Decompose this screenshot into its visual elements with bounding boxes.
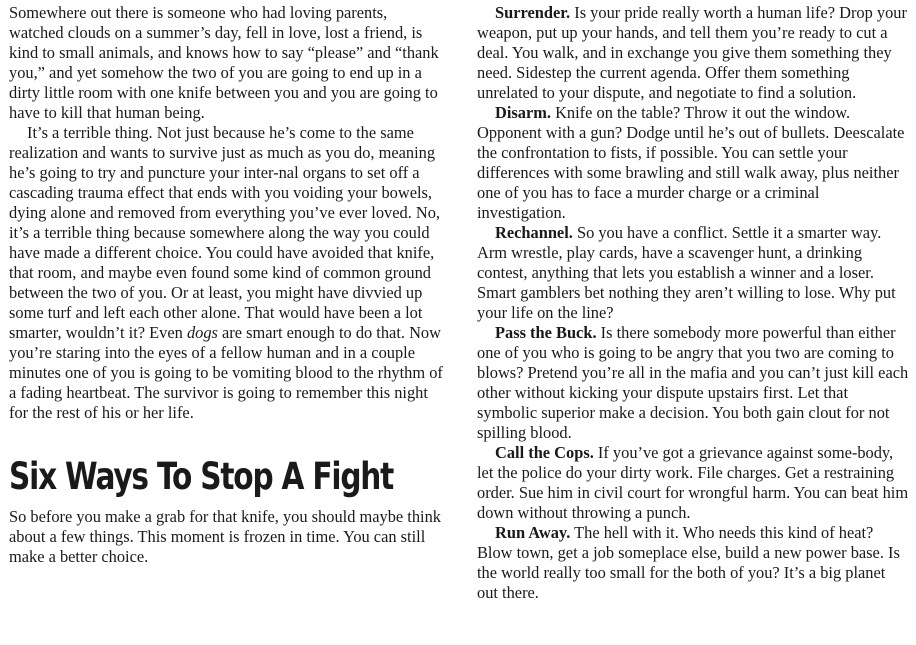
section-heading: Six Ways To Stop A Fight	[9, 455, 394, 498]
item-text: Knife on the table? Throw it out the window. Opponent with a gun? Dodge until he’s out of bullets. Deescalate the confrontation to fists, if possible. You can settle your differences with some brawling and still walk away, plus neither one of you has to face a murder charge or a criminal investigation.	[477, 103, 905, 222]
item-surrender	[477, 3, 909, 103]
paragraph-text-after: are smart enough to do that. Now you’re staring into the eyes of a fellow human and in a couple minutes one of you is going to be vomiting blood to the rhythm of a fading heartbeat. The survivor is going to remember this night for the rest of his or her life.	[9, 323, 443, 422]
item-lead: Surrender.	[495, 3, 571, 22]
section-intro-paragraph: So before you make a grab for that knife, you should maybe think about a few things. This moment is frozen in time. You can still make a better choice.	[9, 507, 441, 566]
item-text: So you have a conflict. Settle it a smarter way. Arm wrestle, play cards, have a scavenger hunt, a drinking contest, anything that lets you establish a winner and a loser. Smart gamblers bet nothing they aren’t willing to lose. Why put your life on the line?	[477, 223, 896, 322]
item-text: Is your pride really worth a human life? Drop your weapon, put up your hands, and tell them you’re ready to cut a deal. You walk, and in exchange you give them something they need. Sidestep the current agenda. Offer them something unrelated to your dispute, and negotiate to find a solution.	[477, 3, 907, 102]
left-column	[9, 3, 445, 567]
item-pass-the-buck	[477, 323, 909, 443]
item-call-the-cops	[477, 443, 909, 523]
item-run-away	[477, 523, 909, 603]
emphasis-dogs: dogs	[186, 323, 218, 342]
item-text: The hell with it. Who needs this kind of heat? Blow town, get a job someplace else, build a new power base. Is the world really too small for the both of you? It’s a big planet out there.	[477, 523, 900, 602]
terrible-thing-paragraph	[9, 123, 445, 423]
item-lead: Run Away.	[495, 523, 571, 542]
item-lead: Pass the Buck.	[495, 323, 597, 342]
item-disarm	[477, 103, 909, 223]
item-rechannel	[477, 223, 909, 323]
item-lead: Call the Cops.	[495, 443, 594, 462]
item-lead: Disarm.	[495, 103, 551, 122]
intro-paragraph: Somewhere out there is someone who had loving parents, watched clouds on a summer’s day, fell in love, lost a friend, is kind to small animals, and knows how to say “please” and “thank you,” and yet somehow the two of you are going to end up in a dirty little room with one knife between you and you are going to have to kill that human being.	[9, 3, 439, 122]
right-column	[477, 3, 909, 603]
paragraph-text-before: It’s a terrible thing. Not just because he’s come to the same realization and wants to survive just as much as you do, meaning he’s going to try and puncture your inter-nal organs to set off a cascading trauma effect that ends with you voiding your bowels, dying alone and removed from everything you’ve ever loved. No, it’s a terrible thing because somewhere along the way you could have made a different choice. You could have avoided that knife, that room, and maybe even found some kind of common ground between the two of you. Or at least, you might have divvied up some turf and left each other alone. That would have been a lot smarter, wouldn’t it? Even	[9, 123, 441, 342]
item-lead: Rechannel.	[495, 223, 573, 242]
item-text: If you’ve got a grievance against some-body, let the police do your dirty work. File charges. Get a restraining order. Sue him in civil court for wrongful harm. You can beat him down without throwing a punch.	[477, 443, 909, 522]
item-text: Is there somebody more powerful than either one of you who is going to be angry that you two are coming to blows? Pretend you’re all in the mafia and you can’t just kill each other without kicking your dispute upstairs first. Let that symbolic superior make a decision. You both gain clout for not spilling blood.	[477, 323, 909, 442]
